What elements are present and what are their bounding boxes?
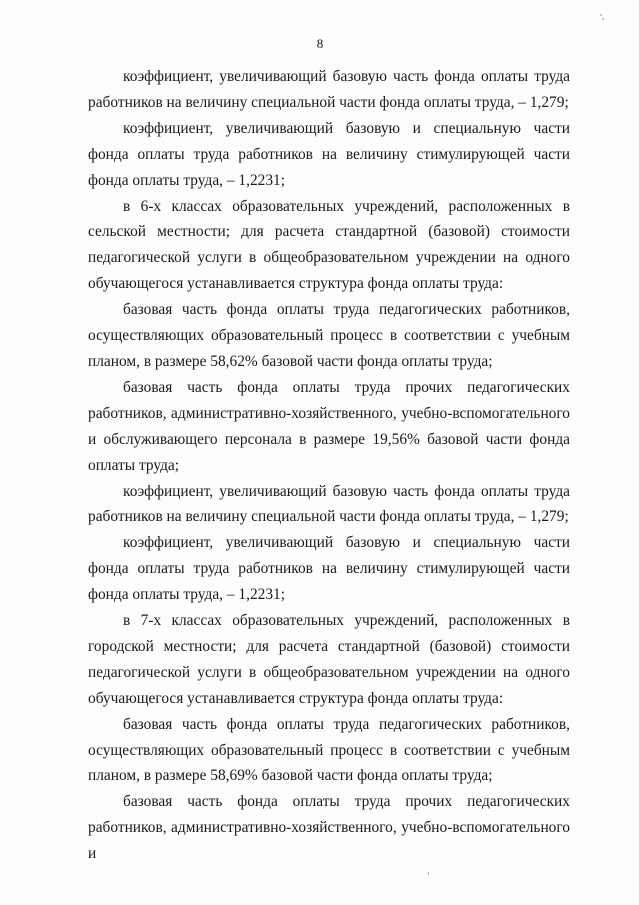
paragraph: коэффициент, увеличивающий базовую часть фонда оплаты труда работников на величину специальной части фонда оплаты труда, – 1,279; <box>88 482 570 526</box>
paragraph: базовая часть фонда оплаты труда педагогических работников, осуществляющих образовательный процесс в соответствии с учебным планом, в размере 58,69% базовой части фонда оплаты труда; <box>88 715 570 785</box>
scan-speck <box>428 872 429 875</box>
scan-speck <box>600 14 602 16</box>
paragraph: коэффициент, увеличивающий базовую часть фонда оплаты труда работников на величину специальной части фонда оплаты труда, – 1,279; <box>88 68 570 111</box>
paragraph: коэффициент, увеличивающий базовую и специальную части фонда оплаты труда работников на величину стимулирующей части фонда оплаты труда, – 1,2231; <box>88 534 570 604</box>
paragraph: базовая часть фонда оплаты труда педагогических работников, осуществляющих образовательный процесс в соответствии с учебным планом, в размере 58,62% базовой части фонда оплаты труда; <box>88 301 570 370</box>
paragraph: базовая часть фонда оплаты труда прочих педагогических работников, административно-хозяйственного, учебно-вспомогательного и <box>88 793 570 863</box>
paragraph: в 6-х классах образовательных учреждений, расположенных в сельской местности; для расчета стандартной (базовой) стоимости педагогической услуги в общеобразовательном учреждении на одного обучающегося устанавливается структура фонда оплаты труда: <box>88 197 570 293</box>
scan-speck <box>602 18 604 20</box>
paragraph: в 7-х классах образовательных учреждений, расположенных в городской местности; для расчета стандартной (базовой) стоимости педагогической услуги в общеобразовательном учреждении на одного обучающегося устанавливается структура фонда оплаты труда: <box>88 612 570 707</box>
paragraph: коэффициент, увеличивающий базовую и специальную части фонда оплаты труда работников на величину стимулирующей части фонда оплаты труда, – 1,2231; <box>88 119 570 189</box>
document-body <box>88 64 570 867</box>
page-number: 8 <box>316 36 324 51</box>
paragraph: базовая часть фонда оплаты труда прочих педагогических работников, административно-хозяйственного, учебно-вспомогательного и обслуживающего персонала в размере 19,56% базовой части фонда оплаты труда; <box>88 378 570 474</box>
